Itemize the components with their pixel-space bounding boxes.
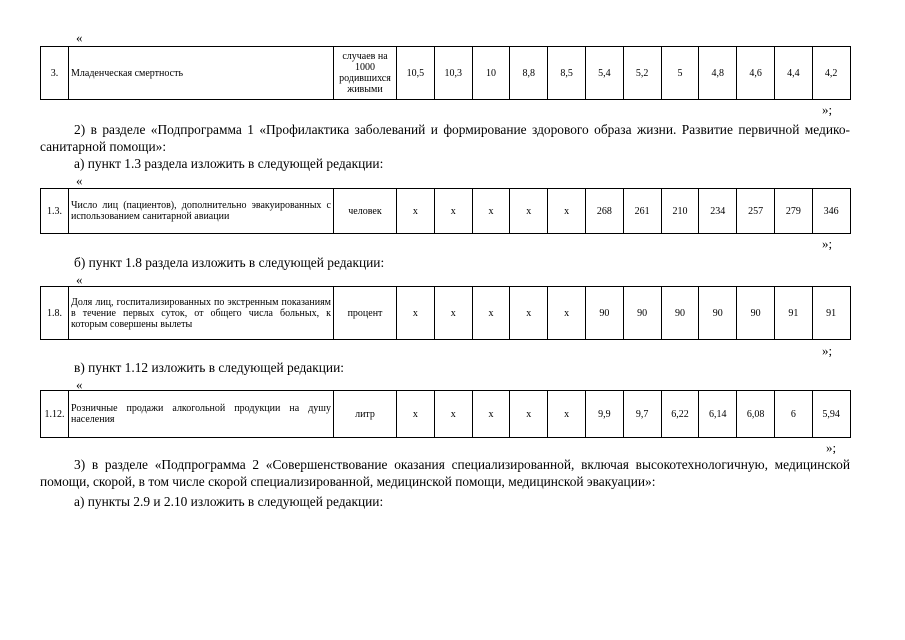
value-cell: х <box>397 287 435 340</box>
value-cell: 234 <box>699 189 737 234</box>
table-row <box>41 287 851 340</box>
value-cell: 5,4 <box>585 47 623 100</box>
value-cell: х <box>434 189 472 234</box>
paragraph-2: 2) в разделе «Подпрограмма 1 «Профилактика заболеваний и формирование здорового образа жизни. Развитие первичной медико-санитарной помощи»: <box>40 122 850 154</box>
value-cell: х <box>548 391 586 438</box>
unit-cell: человек <box>334 189 397 234</box>
value-cell: 90 <box>737 287 775 340</box>
closing-quote: »; <box>826 440 837 455</box>
value-cell: х <box>472 391 510 438</box>
value-cell: 10 <box>472 47 510 100</box>
value-cell: 6,08 <box>737 391 775 438</box>
table-row <box>41 189 851 234</box>
value-cell: 91 <box>812 287 850 340</box>
value-cell: х <box>510 391 548 438</box>
subitem-a-2: а) пункты 2.9 и 2.10 изложить в следующей редакции: <box>74 494 384 509</box>
value-cell: 9,7 <box>623 391 661 438</box>
value-cell: 6 <box>774 391 812 438</box>
value-cell: 90 <box>661 287 699 340</box>
value-cell: 5 <box>661 47 699 100</box>
value-cell: х <box>434 287 472 340</box>
value-cell: 6,14 <box>699 391 737 438</box>
value-cell: 6,22 <box>661 391 699 438</box>
value-cell: 90 <box>623 287 661 340</box>
closing-quote: »; <box>822 343 833 358</box>
value-cell: х <box>434 391 472 438</box>
opening-quote: « <box>76 30 83 45</box>
subitem-c: в) пункт 1.12 изложить в следующей редакции: <box>74 360 344 375</box>
value-cell: 8,5 <box>548 47 586 100</box>
value-cell: 8,8 <box>510 47 548 100</box>
table-row <box>41 391 851 438</box>
value-cell: 268 <box>585 189 623 234</box>
value-cell: 4,8 <box>699 47 737 100</box>
value-cell: 4,4 <box>774 47 812 100</box>
value-cell: 4,6 <box>737 47 775 100</box>
unit-cell: процент <box>334 287 397 340</box>
value-cell: 257 <box>737 189 775 234</box>
opening-quote: « <box>76 272 83 287</box>
table-row <box>41 47 851 100</box>
value-cell: 210 <box>661 189 699 234</box>
value-cell: 279 <box>774 189 812 234</box>
value-cell: 346 <box>812 189 850 234</box>
subitem-b: б) пункт 1.8 раздела изложить в следующей редакции: <box>74 255 385 270</box>
table-hospitalized-share <box>40 286 851 340</box>
value-cell: х <box>548 189 586 234</box>
value-cell: 9,9 <box>585 391 623 438</box>
indicator-name: Младенческая смертность <box>69 47 334 100</box>
value-cell: 10,3 <box>434 47 472 100</box>
indicator-name: Розничные продажи алкогольной продукции на душу населения <box>69 391 334 438</box>
closing-quote: »; <box>822 236 833 251</box>
row-number: 1.12. <box>41 391 69 438</box>
subitem-a: а) пункт 1.3 раздела изложить в следующей редакции: <box>74 156 384 171</box>
row-number: 1.8. <box>41 287 69 340</box>
row-number: 3. <box>41 47 69 100</box>
closing-quote: »; <box>822 102 833 117</box>
value-cell: х <box>510 189 548 234</box>
value-cell: 4,2 <box>812 47 850 100</box>
opening-quote: « <box>76 377 83 392</box>
value-cell: х <box>472 189 510 234</box>
value-cell: х <box>548 287 586 340</box>
row-number: 1.3. <box>41 189 69 234</box>
indicator-name: Число лиц (пациентов), дополнительно эвакуированных с использованием санитарной авиации <box>69 189 334 234</box>
paragraph-3: 3) в разделе «Подпрограмма 2 «Совершенствование оказания специализированной, включая высокотехнологичную, медицинской помощи, скорой, в том числе скорой специализированной, медицинской помощи, медицинской эвакуации»: <box>40 457 850 489</box>
value-cell: 90 <box>699 287 737 340</box>
value-cell: 90 <box>585 287 623 340</box>
table-sanitary-aviation <box>40 188 851 234</box>
value-cell: х <box>472 287 510 340</box>
value-cell: 5,94 <box>812 391 850 438</box>
value-cell: 10,5 <box>397 47 435 100</box>
value-cell: х <box>510 287 548 340</box>
unit-cell: случаев на 1000 родившихся живыми <box>334 47 397 100</box>
opening-quote: « <box>76 173 83 188</box>
value-cell: х <box>397 391 435 438</box>
value-cell: 261 <box>623 189 661 234</box>
value-cell: х <box>397 189 435 234</box>
value-cell: 5,2 <box>623 47 661 100</box>
value-cell: 91 <box>774 287 812 340</box>
indicator-name: Доля лиц, госпитализированных по экстренным показаниям в течение первых суток, от общего числа больных, к которым совершены вылеты <box>69 287 334 340</box>
table-infant-mortality <box>40 46 851 100</box>
unit-cell: литр <box>334 391 397 438</box>
table-alcohol-sales <box>40 390 851 438</box>
